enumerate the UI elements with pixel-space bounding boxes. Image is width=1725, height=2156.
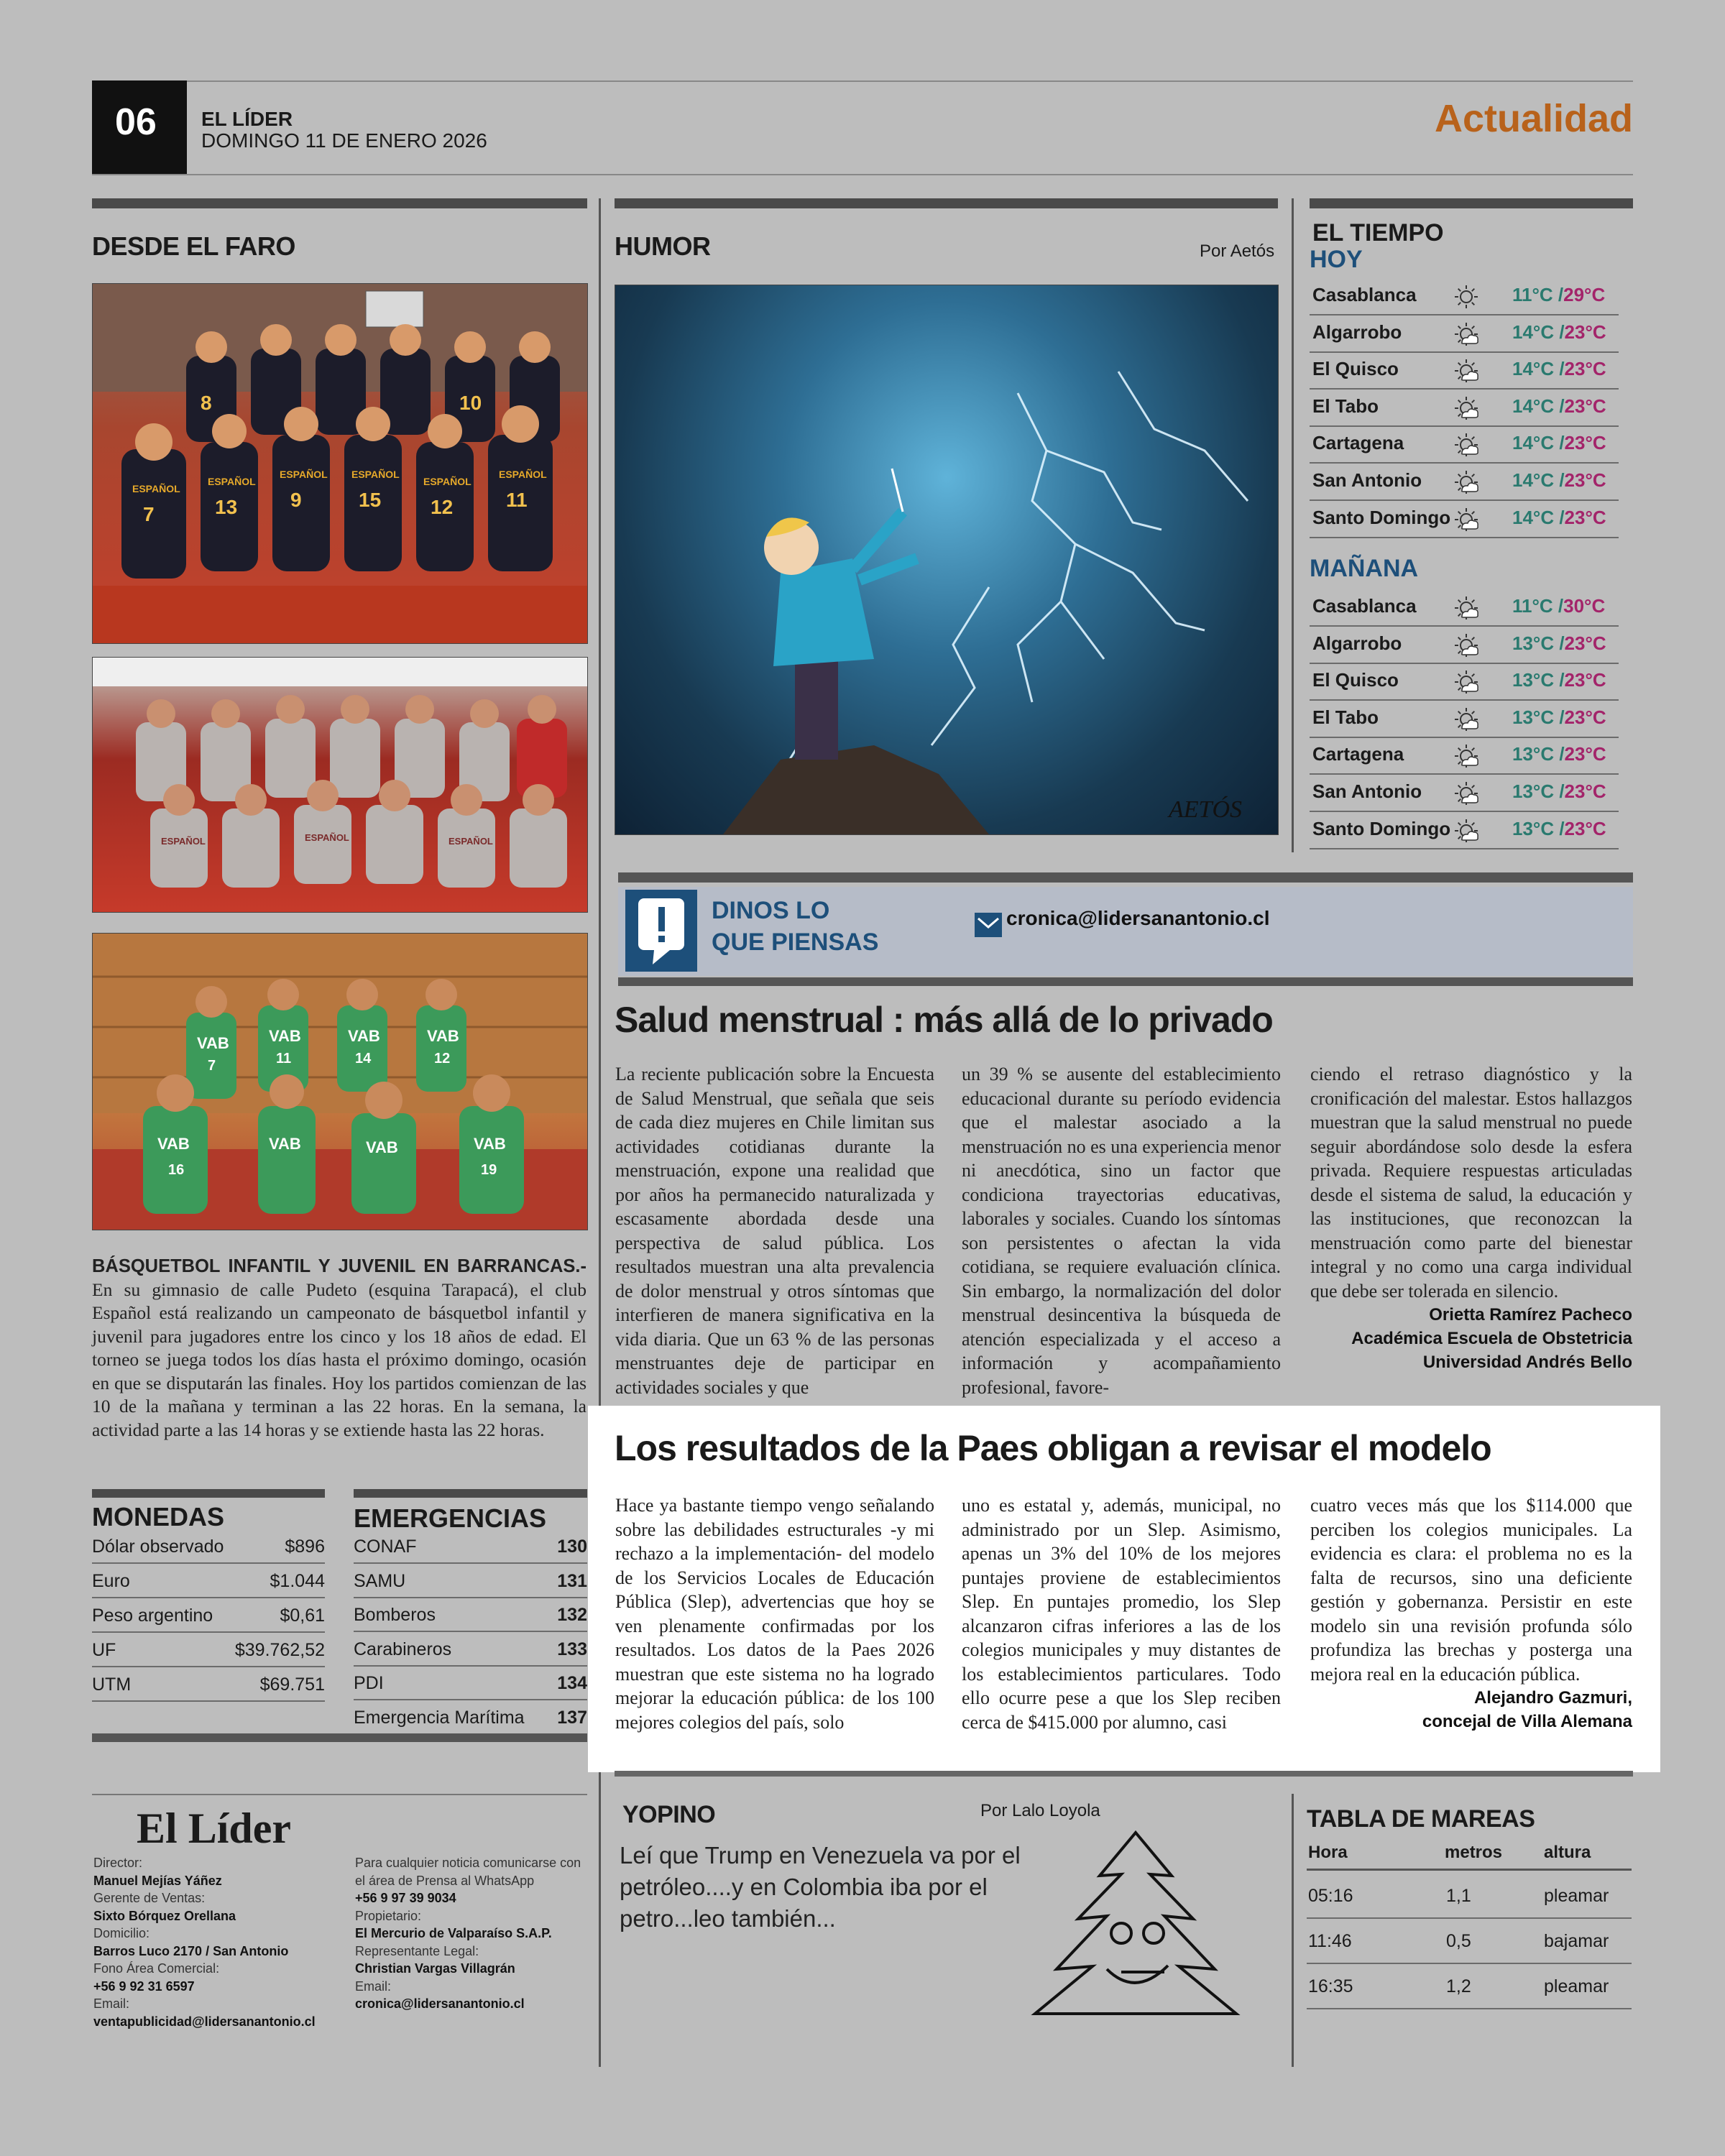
partly-cloudy-icon — [1453, 432, 1479, 458]
weather-title: EL TIEMPO — [1312, 219, 1444, 247]
svg-text:VAB: VAB — [269, 1135, 301, 1153]
weather-temp: 13°C /23°C — [1512, 743, 1606, 765]
weather-row — [1310, 663, 1619, 701]
mareas-row — [1307, 1963, 1632, 2009]
monedas-title: MONEDAS — [92, 1502, 225, 1531]
svg-text:13: 13 — [215, 496, 238, 518]
mareas-metros: 0,5 — [1446, 1931, 1471, 1951]
partly-cloudy-icon — [1453, 780, 1479, 806]
emergencias-label: SAMU — [354, 1570, 406, 1591]
emergencias-row — [354, 1632, 587, 1667]
monedas-label: Euro — [92, 1571, 130, 1591]
svg-text:12: 12 — [431, 496, 454, 518]
mareas-metros: 1,2 — [1446, 1976, 1471, 1996]
emergencias-label: Bomberos — [354, 1605, 436, 1625]
monedas-value: $69.751 — [259, 1674, 325, 1695]
paper-name: EL LÍDER — [201, 108, 293, 130]
weather-temp: 14°C /23°C — [1512, 469, 1606, 491]
weather-city: El Tabo — [1312, 706, 1379, 728]
partly-cloudy-icon — [1453, 321, 1479, 347]
weather-city: San Antonio — [1312, 780, 1422, 802]
mareas-header-metros: metros — [1445, 1843, 1503, 1862]
svg-text:7: 7 — [143, 503, 155, 525]
weather-temp: 14°C /23°C — [1512, 358, 1606, 380]
weather-city: Algarrobo — [1312, 632, 1402, 654]
speech-bubble-icon — [625, 890, 697, 972]
yopino-text: Leí que Trump en Venezuela va por el petróleo....y en Colombia iba por el petro...leo también... — [620, 1842, 1021, 1932]
letter1-col1: La reciente publicación sobre la Encuesta de Salud Menstrual, que señala que seis de cada diez mujeres en Chile limitan sus actividades cotidianas durante la menstruación, expone una realidad que por años ha permanecido naturalizada y escasamente abordada desde una perspectiva de salud pública. Los resultados muestran una alta prevalencia de dolor menstrual y otros síntomas que interfieren de manera significativa en la vida diaria. Que un 63 % de las personas menstruantes deje de participar en actividades sociales y que — [615, 1064, 934, 1398]
svg-text:7: 7 — [208, 1058, 216, 1074]
weather-row — [1310, 812, 1619, 849]
svg-text:11: 11 — [276, 1051, 292, 1067]
svg-text:ESPAÑOL: ESPAÑOL — [499, 469, 547, 480]
partly-cloudy-icon — [1453, 507, 1479, 533]
letter1-signature-name: Orietta Ramírez Pacheco — [1429, 1305, 1632, 1325]
svg-text:ESPAÑOL: ESPAÑOL — [161, 836, 206, 847]
weather-city: Algarrobo — [1312, 321, 1402, 343]
weather-temp: 11°C /30°C — [1512, 595, 1606, 617]
mareas-metros: 1,1 — [1446, 1886, 1471, 1906]
svg-text:VAB: VAB — [427, 1027, 459, 1045]
mareas-header-row — [1307, 1840, 1632, 1871]
svg-text:15: 15 — [359, 489, 382, 511]
emergencias-label: Carabineros — [354, 1639, 452, 1659]
monedas-value: $39.762,52 — [234, 1640, 325, 1660]
letter2-col2: uno es estatal y, además, municipal, no administrado por un Slep. Asimismo, apenas un 3% del 10% de los mejores puntajes proviene de establecimientos Slep. En puntajes promedio, los Slep alcanzaron cifras inferiores a las de los colegios municipales y muy distantes de los establecimientos particulares. Todo ello ocurre pese a que los Slep reciben cerca de $415.000 por alumno, casi — [962, 1495, 1281, 1733]
emergencias-title: EMERGENCIAS — [354, 1503, 547, 1533]
partly-cloudy-icon — [1453, 595, 1479, 621]
svg-text:VAB: VAB — [474, 1135, 506, 1153]
partly-cloudy-icon — [1453, 818, 1479, 844]
emergencias-value: 131 — [557, 1570, 587, 1591]
weather-today-label: HOY — [1310, 246, 1363, 273]
letter2-col1: Hace ya bastante tiempo vengo señalando sobre las debilidades estructurales -y mi rechazo a la implementación- del modelo de los Servicios Locales de Educación Pública (Slep), advertencias que hoy se ven plenamente confirmadas por los resultados. Los datos de la Paes 2026 muestran que este sistema no ha logrado mejorar la educación pública: de los 100 mejores colegios del país, solo — [615, 1495, 934, 1733]
mareas-hora: 16:35 — [1308, 1976, 1353, 1996]
svg-text:19: 19 — [481, 1162, 497, 1178]
dinos-line-1: DINOS LO — [712, 897, 830, 924]
weather-row — [1310, 501, 1619, 538]
section-title: Actualidad — [1434, 97, 1633, 140]
faro-title: DESDE EL FARO — [92, 231, 295, 261]
weather-city: San Antonio — [1312, 469, 1422, 491]
weather-temp: 14°C /23°C — [1512, 506, 1606, 528]
humor-title: HUMOR — [615, 231, 711, 261]
letter1-title: Salud menstrual : más allá de lo privado — [615, 1000, 1273, 1040]
svg-text:ESPAÑOL: ESPAÑOL — [423, 476, 472, 487]
weather-row — [1310, 775, 1619, 812]
weather-row — [1310, 390, 1619, 427]
emergencias-value: 130 — [557, 1537, 587, 1557]
weather-temp: 13°C /23°C — [1512, 780, 1606, 802]
weather-city: Casablanca — [1312, 595, 1417, 617]
team-photo-3-art — [93, 934, 587, 1230]
svg-text:ESPAÑOL: ESPAÑOL — [448, 836, 493, 847]
svg-text:ESPAÑOL: ESPAÑOL — [351, 469, 400, 480]
weather-row — [1310, 589, 1619, 627]
mareas-hora: 11:46 — [1308, 1931, 1352, 1951]
letter1-signature-institution: Universidad Andrés Bello — [1422, 1353, 1632, 1372]
mareas-header-hora: Hora — [1308, 1843, 1348, 1862]
weather-tomorrow-label: MAÑANA — [1310, 555, 1419, 582]
dinos-icon-box — [625, 890, 697, 972]
weather-city: El Tabo — [1312, 395, 1379, 417]
monedas-label: UF — [92, 1640, 116, 1660]
weather-temp: 13°C /23°C — [1512, 817, 1606, 839]
colophon-left: Director: Manuel Mejías Yáñez Gerente de Ventas: Sixto Bórquez Orellana Domicilio: Barros Luco 2170 / San Antonio Fono Área Comercial: +56 9 92 31 6597 Email: ventapublicidad@lidersanantonio.cl — [93, 1856, 316, 2029]
weather-temp: 13°C /23°C — [1512, 669, 1606, 691]
weather-row — [1310, 426, 1619, 464]
svg-text:14: 14 — [355, 1051, 372, 1067]
mareas-row — [1307, 1873, 1632, 1919]
svg-text:VAB: VAB — [366, 1138, 398, 1156]
yopino-byline: Por Lalo Loyola — [980, 1801, 1100, 1820]
partly-cloudy-icon — [1453, 743, 1479, 769]
team-photo-2 — [92, 657, 588, 913]
team-photo-1-art — [93, 284, 587, 643]
monedas-row — [92, 1529, 325, 1564]
emergencias-label: PDI — [354, 1673, 384, 1693]
faro-caption: BÁSQUETBOL INFANTIL Y JUVENIL EN BARRANCAS.- En su gimnasio de calle Pudeto (esquina Tarapacá), el club Español está realizando un campeonato de básquetbol infantil y juvenil para jugadores entre los cinco y los 18 años de edad. El torneo se juega todos los días hasta el próximo domingo, ocasión en que se disputarán las finales. Hoy los partidos comienzan de las 10 de la mañana y terminan a las 22 horas. En la semana, la actividad parte a las 14 horas y se extiende hasta las 22 horas. — [92, 1256, 586, 1440]
letter1-col2: un 39 % se ausente del establecimiento educacional durante su período evidencia que el malestar asociado a la menstruación no es una experiencia menor ni anecdótica, sino un factor que condiciona trayectorias educativas, laborales y sociales. Cuando los síntomas son persistentes o afectan la vida cotidiana, se requiere evaluación clínica. Sin embargo, la normalización del dolor menstrual desincentiva la búsqueda de atención especializada y el acceso a información y acompañamiento profesional, favore- — [962, 1064, 1281, 1398]
weather-city: Cartagena — [1312, 743, 1404, 765]
weather-temp: 14°C /23°C — [1512, 395, 1606, 417]
dinos-line-2: QUE PIENSAS — [712, 929, 879, 956]
mareas-altura: pleamar — [1544, 1886, 1609, 1906]
weather-temp: 14°C /23°C — [1512, 432, 1606, 454]
mareas-hora: 05:16 — [1308, 1886, 1353, 1906]
page-number: 06 — [115, 101, 157, 143]
team-photo-1 — [92, 283, 588, 644]
letter2-signature-role: concejal de Villa Alemana — [1422, 1712, 1632, 1731]
svg-text:VAB: VAB — [197, 1034, 229, 1052]
monedas-row — [92, 1564, 325, 1598]
weather-row — [1310, 278, 1619, 315]
svg-text:ESPAÑOL: ESPAÑOL — [305, 832, 349, 843]
mareas-header-altura: altura — [1544, 1843, 1591, 1862]
partly-cloudy-icon — [1453, 669, 1479, 695]
colophon-right: Para cualquier noticia comunicarse con el área de Prensa al WhatsApp +56 9 97 39 9034 Propietario: El Mercurio de Valparaíso S.A.P. Representante Legal: Christian Vargas Villagrán Email: cronica@lidersanantonio.cl — [355, 1856, 581, 2011]
svg-text:10: 10 — [459, 392, 482, 414]
emergencias-value: 133 — [557, 1639, 587, 1659]
svg-text:ESPAÑOL: ESPAÑOL — [208, 476, 256, 487]
emergencias-row — [354, 1529, 587, 1564]
monedas-label: Dólar observado — [92, 1537, 224, 1557]
emergencias-row — [354, 1598, 587, 1632]
weather-row — [1310, 627, 1619, 664]
svg-text:ESPAÑOL: ESPAÑOL — [280, 469, 328, 480]
mareas-title: TABLA DE MAREAS — [1307, 1805, 1535, 1833]
letter1-col3: ciendo el retraso diagnóstico y la cronificación del malestar. Estos hallazgos muestran que la salud menstrual no puede seguir abordándose solo desde la esfera privada. Requiere respuestas articuladas desde el sistema de salud, la educación y las instituciones, que reconozcan la menstruación como parte del bienestar integral y no como una carga individual que debe ser tolerada en silencio. — [1310, 1064, 1632, 1302]
svg-text:VAB: VAB — [157, 1135, 190, 1153]
team-photo-3 — [92, 933, 588, 1230]
weather-row — [1310, 464, 1619, 501]
weather-row — [1310, 737, 1619, 775]
svg-text:11: 11 — [506, 489, 528, 511]
mail-icon — [975, 913, 1002, 937]
el-lider-logo: El Líder — [137, 1805, 292, 1852]
monedas-label: UTM — [92, 1674, 132, 1695]
weather-city: Cartagena — [1312, 432, 1404, 454]
partly-cloudy-icon — [1453, 632, 1479, 658]
monedas-row — [92, 1633, 325, 1667]
weather-city: Santo Domingo — [1312, 506, 1451, 528]
partly-cloudy-icon — [1453, 395, 1479, 421]
weather-city: Casablanca — [1312, 284, 1417, 305]
mareas-row — [1307, 1918, 1632, 1964]
emergencias-value: 137 — [557, 1707, 587, 1728]
svg-text:16: 16 — [168, 1162, 185, 1178]
column-divider — [1292, 198, 1294, 852]
emergencias-row — [354, 1666, 587, 1700]
monedas-value: $0,61 — [280, 1606, 325, 1626]
team-photo-2-art — [93, 658, 587, 912]
dinos-email[interactable]: cronica@lidersanantonio.cl — [1006, 907, 1270, 929]
monedas-row — [92, 1667, 325, 1702]
weather-city: El Quisco — [1312, 358, 1399, 380]
weather-row — [1310, 315, 1619, 353]
emergencias-row — [354, 1564, 587, 1598]
letter2-title: Los resultados de la Paes obligan a revisar el modelo — [615, 1428, 1491, 1468]
monedas-row — [92, 1598, 325, 1633]
yopino-title: YOPINO — [622, 1801, 716, 1828]
emergencias-row — [354, 1700, 587, 1735]
svg-text:VAB: VAB — [269, 1027, 301, 1045]
emergencias-value: 134 — [557, 1673, 587, 1693]
svg-text:12: 12 — [434, 1051, 451, 1067]
svg-text:VAB: VAB — [348, 1027, 380, 1045]
weather-city: Santo Domingo — [1312, 817, 1451, 839]
weather-city: El Quisco — [1312, 669, 1399, 691]
svg-text:9: 9 — [290, 489, 302, 511]
partly-cloudy-icon — [1453, 706, 1479, 732]
emergencias-value: 132 — [557, 1605, 587, 1625]
humor-cartoon-art — [615, 285, 1278, 834]
weather-row — [1310, 352, 1619, 390]
partly-cloudy-icon — [1453, 469, 1479, 495]
mareas-altura: bajamar — [1544, 1931, 1609, 1951]
weather-row — [1310, 701, 1619, 738]
letter2-col3: cuatro veces más que los $114.000 que perciben los colegios municipales. La evidencia es clara: el problema no es la falta de recursos, sino una deficiente gestión y gobernanza. Persistir en este modelo sin una revisión profunda sólo profundiza las brechas y posterga una mejora real en la educación pública. — [1310, 1495, 1632, 1685]
column-divider — [1292, 1794, 1294, 2067]
humor-cartoon — [615, 285, 1279, 835]
svg-text:ESPAÑOL: ESPAÑOL — [132, 483, 180, 494]
column-divider — [599, 198, 601, 2067]
sun-icon — [1453, 284, 1479, 310]
weather-temp: 11°C /29°C — [1512, 284, 1606, 305]
weather-temp: 14°C /23°C — [1512, 321, 1606, 343]
monedas-value: $1.044 — [270, 1571, 325, 1591]
monedas-value: $896 — [285, 1537, 325, 1557]
weather-temp: 13°C /23°C — [1512, 632, 1606, 654]
weather-temp: 13°C /23°C — [1512, 706, 1606, 728]
header-date: DOMINGO 11 DE ENERO 2026 — [201, 129, 487, 152]
svg-text:AETÓS: AETÓS — [1169, 796, 1242, 823]
svg-text:8: 8 — [201, 392, 212, 414]
partly-cloudy-icon — [1453, 358, 1479, 384]
monedas-label: Peso argentino — [92, 1606, 213, 1626]
mareas-altura: pleamar — [1544, 1976, 1609, 1996]
letter2-signature-name: Alejandro Gazmuri, — [1473, 1688, 1632, 1708]
emergencias-label: Emergencia Marítima — [354, 1707, 525, 1728]
pine-tree-cartoon — [1013, 1825, 1258, 2027]
letter1-signature-role: Académica Escuela de Obstetricia — [1351, 1329, 1632, 1348]
emergencias-label: CONAF — [354, 1537, 417, 1557]
humor-byline: Por Aetós — [1200, 241, 1275, 261]
